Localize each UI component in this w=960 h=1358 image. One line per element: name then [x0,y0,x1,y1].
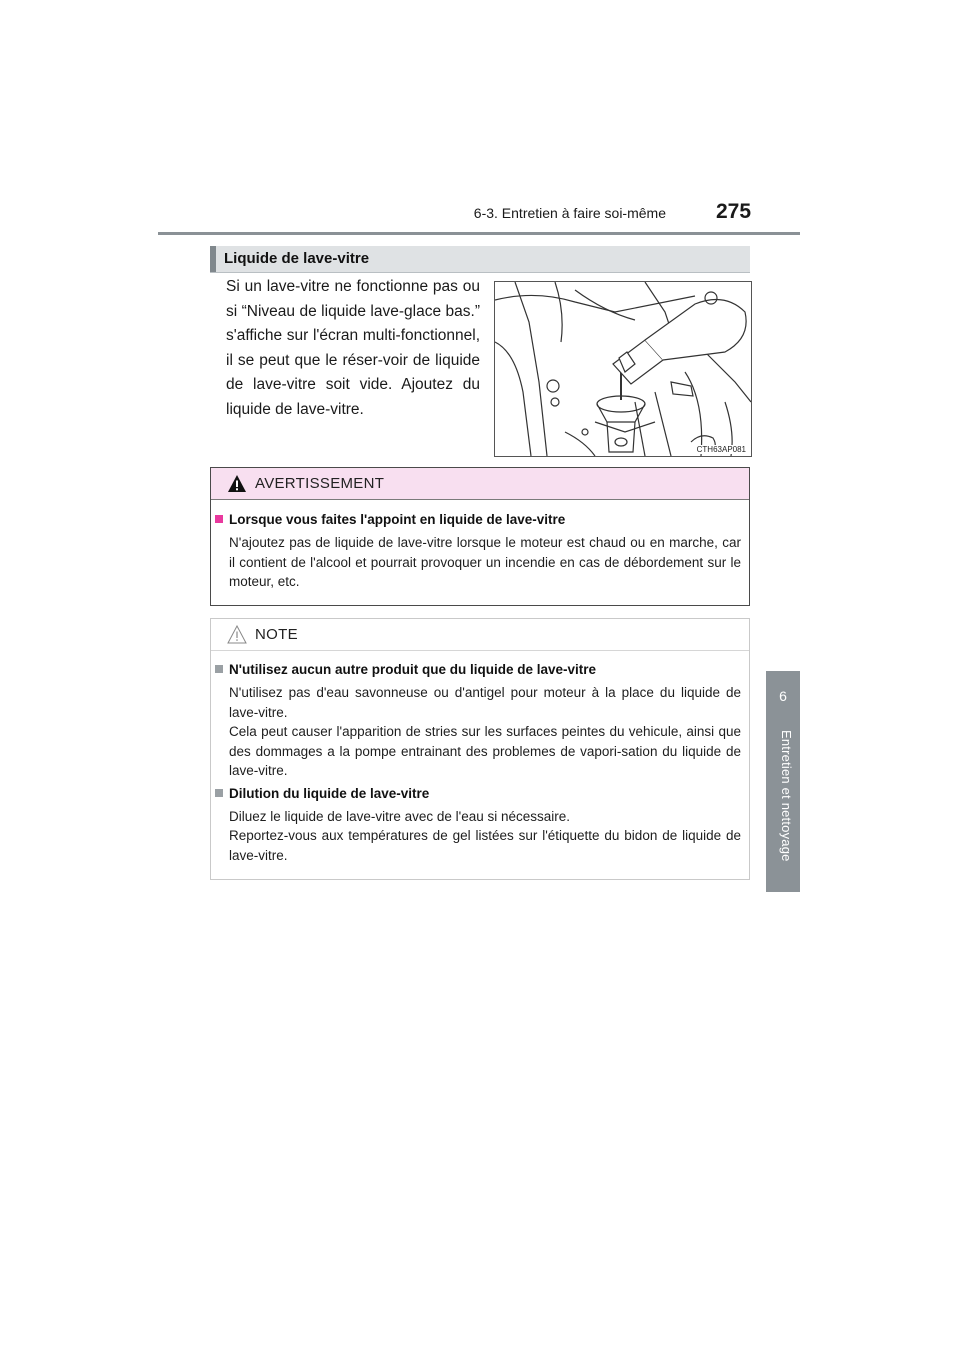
note-box [210,618,750,880]
bullet-square-icon [215,515,223,523]
note-item-text: Reportez-vous aux températures de gel listées sur l'étiquette du bidon de liquide de lave-vitre. [229,828,741,863]
note-item-text: Cela peut causer l'apparition de stries sur les surfaces peintes du vehicule, ainsi que des dommages a la pompe entrainant des problemes de vapori-sation du liquide de lave-vitre. [229,724,741,778]
intro-paragraph: Si un lave-vitre ne fonctionne pas ou si “Niveau de liquide lave-glace bas.” s'affiche sur l'écran multi-fonctionnel, il se peut que le réser-voir de liquide de lave-vitre soit vide. Ajoutez du liquide de lave-vitre. [226,278,480,418]
note-item-text: N'utilisez pas d'eau savonneuse ou d'antigel pour moteur à la place du liquide de lave-vitre. [229,685,741,720]
washer-fluid-illustration [494,281,752,457]
warning-item-text: N'ajoutez pas de liquide de lave-vitre lorsque le moteur est chaud ou en marche, car il contient de l'alcool et pourrait provoquer un incendie en cas de débordement sur le moteur, etc. [229,535,741,589]
chapter-tab-number: 6 [779,688,787,704]
illustration-code: CTH63AP081 [696,445,746,454]
chapter-tab-label: Entretien et nettoyage [779,730,794,862]
section-bar-accent [210,246,216,272]
section-title: Liquide de lave-vitre [224,250,370,267]
note-item-text: Diluez le liquide de lave-vitre avec de l'eau si nécessaire. [229,809,571,824]
note-title: NOTE [255,626,298,643]
note-item-heading: Dilution du liquide de lave-vitre [215,786,429,801]
note-item-heading: N'utilisez aucun autre produit que du liquide de lave-vitre [215,662,596,677]
note-header [211,619,749,651]
warning-box [210,467,750,606]
header-section-title: 6-3. Entretien à faire soi-même [473,205,666,221]
engine-bay-drawing [495,282,751,456]
warning-triangle-icon [227,474,247,493]
warning-title: AVERTISSEMENT [255,475,385,492]
bullet-square-icon [215,789,223,797]
header-divider [158,232,800,235]
warning-header [211,468,749,500]
bullet-square-icon [215,665,223,673]
caution-outline-triangle-icon [227,625,247,644]
page-number: 275 [716,200,752,223]
section-title-bar [210,246,750,273]
warning-item-heading: Lorsque vous faites l'appoint en liquide de lave-vitre [215,512,565,527]
